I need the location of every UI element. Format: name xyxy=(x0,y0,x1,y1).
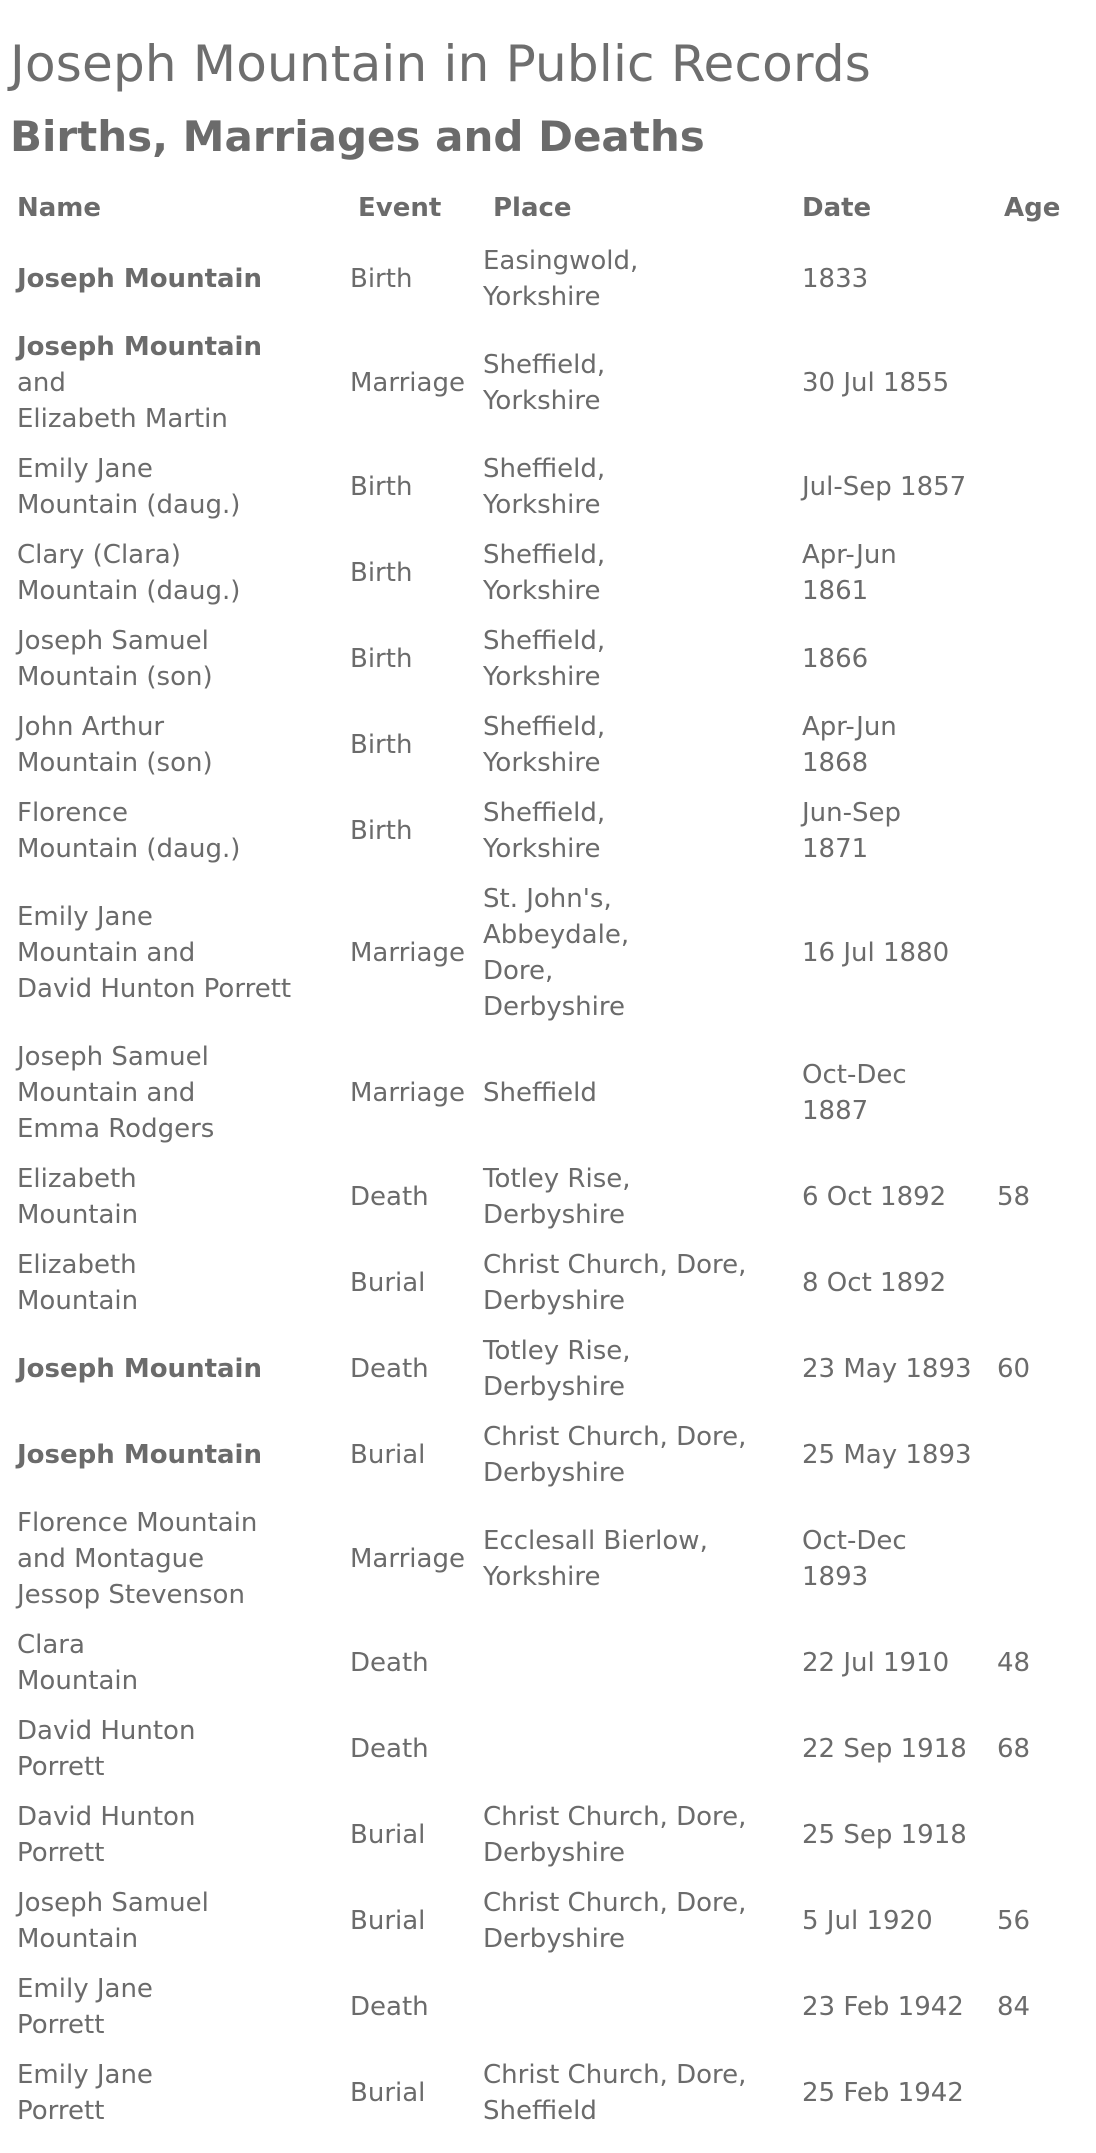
person-name: Emily Jane Mountain (daug.) xyxy=(17,454,241,520)
cell-name xyxy=(10,1620,343,1706)
cell-name xyxy=(10,1878,343,1964)
table-row xyxy=(10,1792,1076,1878)
cell-name xyxy=(10,1412,343,1498)
table-row xyxy=(10,1240,1076,1326)
cell-date: 1866 xyxy=(802,644,869,674)
table-row xyxy=(10,1620,1076,1706)
cell-date: 30 Jul 1855 xyxy=(802,368,950,398)
cell-place xyxy=(476,1706,795,1792)
cell-place: Easingwold, Yorkshire xyxy=(483,246,639,312)
cell-name xyxy=(10,2050,343,2136)
cell-age xyxy=(990,1032,1076,1154)
records-body xyxy=(10,236,1076,2136)
header-name: Name xyxy=(17,193,102,223)
cell-event: Birth xyxy=(350,644,413,674)
cell-event: Birth xyxy=(350,816,413,846)
cell-name xyxy=(10,1792,343,1878)
cell-place: Sheffield, Yorkshire xyxy=(483,454,606,520)
cell-date: 22 Sep 1918 xyxy=(802,1734,967,1764)
person-name: Emily Jane Porrett xyxy=(17,2060,153,2126)
cell-name xyxy=(10,788,343,874)
cell-age xyxy=(990,874,1076,1032)
cell-date: Apr-Jun 1861 xyxy=(802,540,897,606)
cell-event: Burial xyxy=(350,1268,426,1298)
cell-age xyxy=(990,530,1076,616)
cell-date: 6 Oct 1892 xyxy=(802,1182,947,1212)
person-name-primary: Joseph Mountain xyxy=(17,1440,262,1470)
person-name: David Hunton Porrett xyxy=(17,1716,196,1782)
cell-place: Christ Church, Dore, Derbyshire xyxy=(483,1250,747,1316)
cell-event: Marriage xyxy=(350,368,465,398)
cell-place: Sheffield xyxy=(483,1078,597,1108)
cell-date: 1833 xyxy=(802,264,869,294)
cell-event: Birth xyxy=(350,472,413,502)
cell-age: 84 xyxy=(997,1992,1031,2022)
cell-place: St. John's, Abbeydale, Dore, Derbyshire xyxy=(483,884,630,1022)
cell-age: 60 xyxy=(997,1354,1031,1384)
cell-place: Totley Rise, Derbyshire xyxy=(483,1336,631,1402)
cell-place: Christ Church, Dore, Derbyshire xyxy=(483,1802,747,1868)
table-row xyxy=(10,322,1076,444)
table-row xyxy=(10,530,1076,616)
person-name: David Hunton Porrett xyxy=(17,1802,196,1868)
cell-name xyxy=(10,874,343,1032)
person-name: John Arthur Mountain (son) xyxy=(17,712,213,778)
cell-date: 23 Feb 1942 xyxy=(802,1992,964,2022)
cell-age: 56 xyxy=(997,1906,1031,1936)
person-name-primary: Joseph Mountain xyxy=(17,332,262,362)
table-row xyxy=(10,2050,1076,2136)
cell-event: Burial xyxy=(350,2078,426,2108)
cell-place: Christ Church, Dore, Derbyshire xyxy=(483,1888,747,1954)
cell-date: 16 Jul 1880 xyxy=(802,938,950,968)
table-header-row xyxy=(10,186,1076,236)
cell-name xyxy=(10,1240,343,1326)
cell-place: Sheffield, Yorkshire xyxy=(483,350,606,416)
table-row xyxy=(10,1964,1076,2050)
table-row xyxy=(10,1706,1076,1792)
cell-name xyxy=(10,616,343,702)
cell-date: 22 Jul 1910 xyxy=(802,1648,950,1678)
table-row xyxy=(10,236,1076,322)
cell-age: 48 xyxy=(997,1648,1031,1678)
table-row xyxy=(10,1498,1076,1620)
table-row xyxy=(10,444,1076,530)
cell-event: Death xyxy=(350,1182,429,1212)
cell-event: Marriage xyxy=(350,1544,465,1574)
person-name: Elizabeth Mountain xyxy=(17,1164,139,1230)
header-place: Place xyxy=(493,193,572,223)
person-name-primary: Joseph Mountain xyxy=(17,264,262,294)
cell-date: 8 Oct 1892 xyxy=(802,1268,947,1298)
cell-event: Death xyxy=(350,1992,429,2022)
person-name: Emily Jane Porrett xyxy=(17,1974,153,2040)
cell-date: Jun-Sep 1871 xyxy=(802,798,902,864)
cell-event: Burial xyxy=(350,1820,426,1850)
person-name: Florence Mountain and Montague Jessop Stevenson xyxy=(17,1508,258,1610)
person-name: Elizabeth Mountain xyxy=(17,1250,139,1316)
person-name: and Elizabeth Martin xyxy=(17,368,228,434)
cell-name xyxy=(10,702,343,788)
cell-age: 58 xyxy=(997,1182,1031,1212)
header-date: Date xyxy=(802,193,872,223)
cell-date: Oct-Dec 1887 xyxy=(802,1060,907,1126)
cell-event: Death xyxy=(350,1354,429,1384)
cell-event: Birth xyxy=(350,730,413,760)
cell-place: Sheffield, Yorkshire xyxy=(483,712,606,778)
cell-event: Marriage xyxy=(350,1078,465,1108)
cell-date: 25 Feb 1942 xyxy=(802,2078,964,2108)
cell-age xyxy=(990,1498,1076,1620)
cell-place: Totley Rise, Derbyshire xyxy=(483,1164,631,1230)
cell-name xyxy=(10,1706,343,1792)
cell-age xyxy=(990,788,1076,874)
cell-date: Apr-Jun 1868 xyxy=(802,712,897,778)
cell-event: Death xyxy=(350,1648,429,1678)
cell-age xyxy=(990,702,1076,788)
person-name: Joseph Samuel Mountain xyxy=(17,1888,209,1954)
cell-place: Ecclesall Bierlow, Yorkshire xyxy=(483,1526,708,1592)
cell-name xyxy=(10,236,343,322)
cell-age xyxy=(990,1412,1076,1498)
cell-place: Sheffield, Yorkshire xyxy=(483,626,606,692)
cell-age xyxy=(990,1240,1076,1326)
cell-place: Sheffield, Yorkshire xyxy=(483,540,606,606)
cell-name xyxy=(10,1964,343,2050)
person-name: Florence Mountain (daug.) xyxy=(17,798,241,864)
cell-place: Christ Church, Dore, Sheffield xyxy=(483,2060,747,2126)
cell-place xyxy=(476,1620,795,1706)
cell-event: Birth xyxy=(350,264,413,294)
cell-name xyxy=(10,444,343,530)
person-name: Clara Mountain xyxy=(17,1630,139,1696)
table-row xyxy=(10,702,1076,788)
person-name: Emily Jane Mountain and David Hunton Porrett xyxy=(17,902,292,1004)
cell-age xyxy=(990,236,1076,322)
cell-name xyxy=(10,1326,343,1412)
table-row xyxy=(10,1878,1076,1964)
table-row xyxy=(10,1326,1076,1412)
table-row xyxy=(10,874,1076,1032)
cell-age xyxy=(990,322,1076,444)
cell-event: Birth xyxy=(350,558,413,588)
cell-date: 23 May 1893 xyxy=(802,1354,972,1384)
table-row xyxy=(10,1412,1076,1498)
person-name: Joseph Samuel Mountain and Emma Rodgers xyxy=(17,1042,215,1144)
table-row xyxy=(10,1032,1076,1154)
table-row xyxy=(10,788,1076,874)
cell-place: Christ Church, Dore, Derbyshire xyxy=(483,1422,747,1488)
cell-name xyxy=(10,1498,343,1620)
header-event: Event xyxy=(358,193,442,223)
person-name: Joseph Samuel Mountain (son) xyxy=(17,626,213,692)
cell-place: Sheffield, Yorkshire xyxy=(483,798,606,864)
cell-event: Marriage xyxy=(350,938,465,968)
cell-date: 25 Sep 1918 xyxy=(802,1820,967,1850)
person-name: Clary (Clara) Mountain (daug.) xyxy=(17,540,241,606)
table-row xyxy=(10,1154,1076,1240)
cell-date: 5 Jul 1920 xyxy=(802,1906,933,1936)
page-title: Joseph Mountain in Public Records xyxy=(10,35,872,93)
cell-age: 68 xyxy=(997,1734,1031,1764)
cell-date: Jul-Sep 1857 xyxy=(802,472,967,502)
cell-name xyxy=(10,530,343,616)
cell-place xyxy=(476,1964,795,2050)
cell-name xyxy=(10,1032,343,1154)
cell-event: Death xyxy=(350,1734,429,1764)
cell-age xyxy=(990,2050,1076,2136)
cell-event: Burial xyxy=(350,1440,426,1470)
cell-date: Oct-Dec 1893 xyxy=(802,1526,907,1592)
cell-date: 25 May 1893 xyxy=(802,1440,972,1470)
records-table xyxy=(10,186,1076,2136)
header-age: Age xyxy=(1004,193,1061,223)
person-name-primary: Joseph Mountain xyxy=(17,1354,262,1384)
table-row xyxy=(10,616,1076,702)
cell-name xyxy=(10,1154,343,1240)
cell-name xyxy=(10,322,343,444)
cell-event: Burial xyxy=(350,1906,426,1936)
section-title: Births, Marriages and Deaths xyxy=(10,112,705,161)
cell-age xyxy=(990,616,1076,702)
cell-age xyxy=(990,1792,1076,1878)
cell-age xyxy=(990,444,1076,530)
